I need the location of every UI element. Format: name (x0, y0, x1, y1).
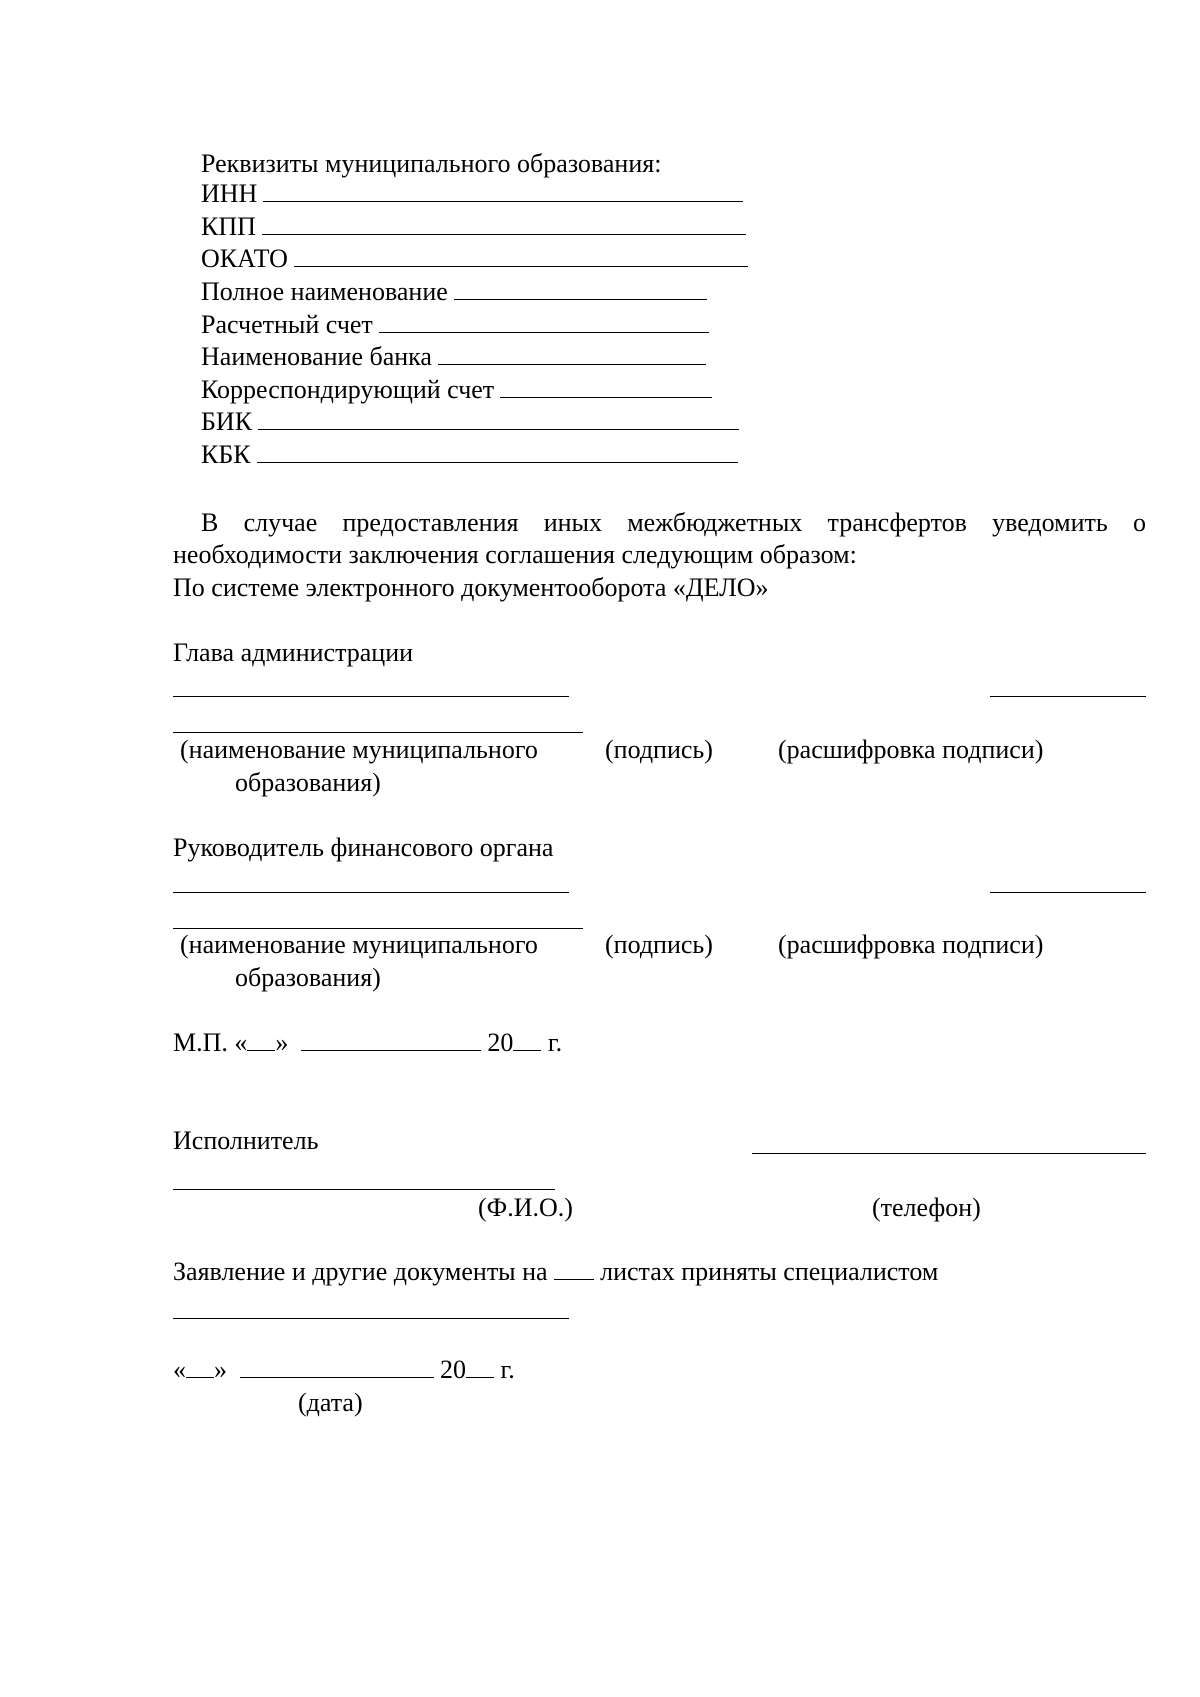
field-settlement-account (201, 310, 709, 340)
field-blank (500, 375, 712, 398)
field-label: Корреспондирующий счет (201, 375, 495, 404)
head-caption-sign: (подпись) (605, 735, 713, 764)
final-year: 20 (440, 1355, 466, 1384)
finance-line-decode (990, 892, 1146, 893)
field-label: Наименование банка (201, 342, 432, 371)
final-quote-close: » (214, 1355, 227, 1384)
field-inn (201, 179, 743, 209)
field-okato (201, 244, 748, 274)
stamp-year: 20 (487, 1028, 514, 1057)
field-blank (263, 179, 743, 202)
field-full-name (201, 277, 707, 307)
stamp-quote-close: » (275, 1028, 289, 1057)
head-caption-name-1: (наименование муниципального (180, 735, 538, 764)
head-line-1 (173, 696, 569, 697)
head-caption-decode: (расшифровка подписи) (778, 735, 1044, 764)
stamp-prefix: М.П. « (173, 1028, 248, 1057)
finance-line-2 (173, 928, 583, 929)
finance-caption-name-1: (наименование муниципального (180, 930, 538, 959)
acceptance-line (173, 1257, 938, 1287)
executor-title: Исполнитель (173, 1126, 319, 1155)
field-label: БИК (201, 407, 253, 436)
executor-caption-fio: (Ф.И.О.) (478, 1193, 573, 1222)
field-label: ИНН (201, 179, 258, 208)
field-label: КПП (201, 212, 256, 241)
field-blank (258, 407, 739, 430)
field-label: Расчетный счет (201, 310, 373, 339)
field-kpp (201, 212, 746, 242)
notice-line-3: По системе электронного документооборота «ДЕЛО» (173, 573, 769, 602)
field-blank (294, 244, 748, 267)
field-blank (454, 277, 707, 300)
sheets-blank (554, 1257, 594, 1280)
finance-caption-decode: (расшифровка подписи) (778, 930, 1044, 959)
field-label: Полное наименование (201, 277, 448, 306)
field-bank-name (201, 342, 706, 372)
field-blank (257, 440, 738, 463)
final-date-caption: (дата) (298, 1388, 363, 1417)
field-label: ОКАТО (201, 244, 288, 273)
notice-line-1: В случае предоставления иных межбюджетных трансфертов уведомить о (201, 508, 1146, 537)
final-year-blank (466, 1355, 494, 1378)
month-blank (301, 1028, 481, 1051)
field-kbk (201, 440, 738, 470)
field-blank (262, 212, 746, 235)
finance-line-1 (173, 892, 569, 893)
day-blank (247, 1028, 275, 1051)
final-day-blank (186, 1355, 214, 1378)
field-blank (438, 342, 706, 365)
specialist-line (173, 1318, 569, 1319)
field-correspondent-account (201, 375, 712, 405)
final-month-blank (240, 1355, 434, 1378)
finance-caption-sign: (подпись) (605, 930, 713, 959)
head-title: Глава администрации (173, 638, 414, 667)
finance-caption-name-2: образования) (235, 963, 381, 992)
requisites-heading: Реквизиты муниципального образования: (201, 149, 662, 178)
stamp-suffix: г. (547, 1028, 563, 1057)
final-quote-open: « (173, 1355, 186, 1384)
field-blank (379, 310, 709, 333)
notice-line-2: необходимости заключения соглашения следующим образом: (173, 540, 857, 569)
year-blank (513, 1028, 541, 1051)
head-line-decode (990, 696, 1146, 697)
field-bik (201, 407, 739, 437)
final-suffix: г. (500, 1355, 515, 1384)
executor-phone-line (752, 1153, 1146, 1154)
acceptance-text-before: Заявление и другие документы на (173, 1257, 548, 1286)
head-caption-name-2: образования) (235, 768, 381, 797)
finance-title: Руководитель финансового органа (173, 833, 554, 862)
acceptance-text-after: листах приняты специалистом (600, 1257, 939, 1286)
stamp-date-line (173, 1028, 562, 1058)
field-label: КБК (201, 440, 251, 469)
executor-caption-phone: (телефон) (872, 1193, 981, 1222)
executor-fio-line (173, 1189, 555, 1190)
head-line-2 (173, 732, 583, 733)
final-date-line (173, 1355, 515, 1385)
